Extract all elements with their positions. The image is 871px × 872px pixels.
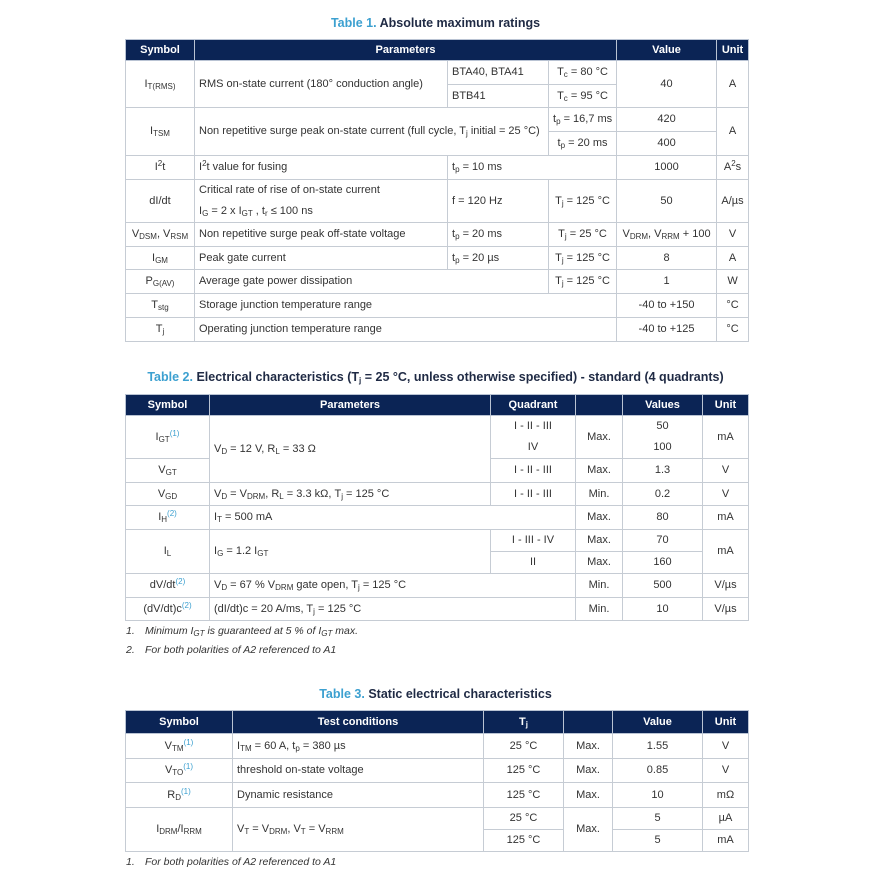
unit-cell: $A^2s$ <box>717 156 749 180</box>
symbol-cell: $T_j$ <box>126 318 195 342</box>
parameter-cell: Storage junction temperature range <box>195 294 617 318</box>
quadrant-cell: I - II - III <box>491 459 576 483</box>
header-value: Value <box>617 40 717 61</box>
unit-cell: A/µs <box>717 180 749 223</box>
minmax-cell: Max. <box>576 552 623 574</box>
quadrant-cell: II <box>491 552 576 574</box>
header-unit: Unit <box>717 40 749 61</box>
symbol-cell: (dV/dt)c$^{(2)}$ <box>126 598 210 621</box>
symbol-cell: $I_{DRM}/I_{RRM}$ <box>126 808 233 852</box>
minmax-cell: Min. <box>576 483 623 506</box>
unit-cell: V <box>703 734 749 759</box>
quadrant-cell: I - II - III <box>491 483 576 506</box>
table-row <box>126 61 749 85</box>
value-cell: 5 <box>613 808 703 830</box>
header-test-conditions: Test conditions <box>233 711 484 734</box>
condition-cell: $t_p = 10$ ms <box>448 156 617 180</box>
value-cell: 80 <box>623 506 703 530</box>
symbol-cell: $I_{GM}$ <box>126 247 195 270</box>
unit-cell: A <box>717 247 749 270</box>
parameter-cell: Average gate power dissipation <box>195 270 549 294</box>
table-row <box>126 759 749 783</box>
parameter-cell: Operating junction temperature range <box>195 318 617 342</box>
minmax-cell: Max. <box>576 506 623 530</box>
table-static-electrical-characteristics <box>125 710 749 852</box>
parameter-cell: Peak gate current <box>195 247 448 270</box>
header-symbol: Symbol <box>126 40 195 61</box>
value-cell: 10 <box>623 598 703 621</box>
minmax-cell: Max. <box>576 416 623 459</box>
unit-cell: mA <box>703 530 749 574</box>
table-row <box>126 483 749 506</box>
value-cell: 5 <box>613 830 703 852</box>
condition-cell: $T_c = 95$ °C <box>549 85 617 108</box>
symbol-cell: $P_{G(AV)}$ <box>126 270 195 294</box>
header-tj: $T_j$ <box>484 711 564 734</box>
table3-footnotes <box>126 853 336 872</box>
table1-caption: Table 1. Absolute maximum ratings <box>330 16 541 30</box>
header-minmax <box>576 395 623 416</box>
table-header-row <box>126 40 749 61</box>
minmax-cell: Max. <box>564 734 613 759</box>
symbol-cell: $T_{stg}$ <box>126 294 195 318</box>
symbol-cell: $V_{GD}$ <box>126 483 210 506</box>
condition-cell: $T_j = 125$ °C <box>549 180 617 223</box>
parameter-cell: (dI/dt)c = 20 A/ms, $T_j = 125$ °C <box>210 598 576 621</box>
parameter-cell: Critical rate of rise of on-state current $I_G = 2$ x $I_{GT}$ , $t_r \le 100$ ns <box>195 180 448 223</box>
footnote: 2. For both polarities of A2 referenced to A1 <box>126 644 337 656</box>
header-minmax <box>564 711 613 734</box>
unit-cell: mA <box>703 416 749 459</box>
footnote: 1. Minimum $I_{GT}$ is guaranteed at 5 % of $I_{GT}$ max. <box>126 625 359 638</box>
table-row <box>126 574 749 598</box>
quadrant-cell: I - III - IV <box>491 530 576 552</box>
unit-cell: V/µs <box>703 574 749 598</box>
value-cell: 1000 <box>617 156 717 180</box>
symbol-cell: $I_{TSM}$ <box>126 108 195 156</box>
table2-footnotes <box>126 622 358 660</box>
symbol-cell: $I_{GT}^{(1)}$ <box>126 416 210 459</box>
tj-cell: 125 °C <box>484 830 564 852</box>
parameter-cell: $I_G = 1.2$ $I_{GT}$ <box>210 530 491 574</box>
condition-cell: threshold on-state voltage <box>233 759 484 783</box>
minmax-cell: Min. <box>576 598 623 621</box>
table-row <box>126 156 749 180</box>
unit-cell: °C <box>717 318 749 342</box>
minmax-cell: Max. <box>564 759 613 783</box>
tj-cell: 125 °C <box>484 783 564 808</box>
unit-cell: V/µs <box>703 598 749 621</box>
value-cell: 0.85 <box>613 759 703 783</box>
table-absolute-maximum-ratings <box>125 39 749 342</box>
value-cell: 10 <box>613 783 703 808</box>
table-row <box>126 506 749 530</box>
condition-cell: $V_T = V_{DRM}$, $V_T = V_{RRM}$ <box>233 808 484 852</box>
symbol-cell: $I_L$ <box>126 530 210 574</box>
parameter-cell: $I_T = 500$ mA <box>210 506 576 530</box>
table-row <box>126 530 749 552</box>
value-cell: 70 <box>623 530 703 552</box>
symbol-cell: dI/dt <box>126 180 195 223</box>
parameter-cell: RMS on-state current (180° conduction angle) <box>195 61 448 108</box>
value-cell: -40 to +125 <box>617 318 717 342</box>
quadrant-cell: IV <box>491 438 576 459</box>
table-row <box>126 416 749 438</box>
table-row <box>126 223 749 247</box>
value-cell: $V_{DRM}$, $V_{RRM} + 100$ <box>617 223 717 247</box>
condition-cell: f = 120 Hz <box>448 180 549 223</box>
unit-cell: mA <box>703 830 749 852</box>
unit-cell: °C <box>717 294 749 318</box>
value-cell: 50 <box>623 416 703 438</box>
minmax-cell: Max. <box>576 530 623 552</box>
symbol-cell: dV/dt$^{(2)}$ <box>126 574 210 598</box>
header-quadrant: Quadrant <box>491 395 576 416</box>
minmax-cell: Max. <box>564 808 613 852</box>
parameter-cell: Non repetitive surge peak off-state voltage <box>195 223 448 247</box>
table-row <box>126 108 749 132</box>
tj-cell: 125 °C <box>484 759 564 783</box>
parameter-cell: $V_D = 12$ V, $R_L = 33$ Ω <box>210 416 491 483</box>
value-cell: 1.3 <box>623 459 703 483</box>
unit-cell: V <box>703 759 749 783</box>
condition-cell: $T_c = 80$ °C <box>549 61 617 85</box>
condition-cell: $I_{TM} = 60$ A, $t_p = 380$ µs <box>233 734 484 759</box>
value-cell: 160 <box>623 552 703 574</box>
value-cell: 40 <box>617 61 717 108</box>
table-row <box>126 808 749 830</box>
parameter-cell: $V_D = V_{DRM}$, $R_L = 3.3$ kΩ, $T_j = 125$ °C <box>210 483 491 506</box>
condition-cell: $t_p = 20$ µs <box>448 247 549 270</box>
symbol-cell: $V_{GT}$ <box>126 459 210 483</box>
value-cell: 500 <box>623 574 703 598</box>
condition-cell: $T_j = 25$ °C <box>549 223 617 247</box>
condition-cell: Dynamic resistance <box>233 783 484 808</box>
condition-cell: $t_p = 20$ ms <box>448 223 549 247</box>
condition-cell: $T_j = 125$ °C <box>549 247 617 270</box>
value-cell: 1 <box>617 270 717 294</box>
table-row <box>126 294 749 318</box>
table-row <box>126 783 749 808</box>
condition-cell: BTB41 <box>448 85 549 108</box>
header-unit: Unit <box>703 711 749 734</box>
table-row <box>126 247 749 270</box>
condition-cell: $t_p = 16,7$ ms <box>549 108 617 132</box>
symbol-cell: $R_D^{(1)}$ <box>126 783 233 808</box>
table3-caption: Table 3. Static electrical characteristics <box>319 687 552 701</box>
symbol-cell: $I^2t$ <box>126 156 195 180</box>
unit-cell: µA <box>703 808 749 830</box>
quadrant-cell: I - II - III <box>491 416 576 438</box>
header-unit: Unit <box>703 395 749 416</box>
parameter-cell: $I^2t$ value for fusing <box>195 156 448 180</box>
table2-caption: Table 2. Electrical characteristics ($T_j = 25$ °C, unless otherwise specified) - standard (4 quadrants) <box>147 370 724 385</box>
value-cell: 8 <box>617 247 717 270</box>
header-values: Values <box>623 395 703 416</box>
table-header-row <box>126 711 749 734</box>
header-symbol: Symbol <box>126 711 233 734</box>
condition-cell: BTA40, BTA41 <box>448 61 549 85</box>
header-value: Value <box>613 711 703 734</box>
unit-cell: mA <box>703 506 749 530</box>
symbol-cell: $I_{T(RMS)}$ <box>126 61 195 108</box>
table-electrical-characteristics <box>125 394 749 621</box>
unit-cell: V <box>703 459 749 483</box>
parameter-cell: $V_D = 67$ % $V_{DRM}$ gate open, $T_j = 125$ °C <box>210 574 576 598</box>
condition-cell: $T_j = 125$ °C <box>549 270 617 294</box>
table-row <box>126 318 749 342</box>
unit-cell: mΩ <box>703 783 749 808</box>
symbol-cell: $V_{TO}^{(1)}$ <box>126 759 233 783</box>
value-cell: -40 to +150 <box>617 294 717 318</box>
parameter-cell: Non repetitive surge peak on-state current (full cycle, $T_j$ initial = 25 °C) <box>195 108 549 156</box>
value-cell: 400 <box>617 132 717 156</box>
value-cell: 50 <box>617 180 717 223</box>
unit-cell: V <box>703 483 749 506</box>
table-row <box>126 180 749 223</box>
minmax-cell: Max. <box>564 783 613 808</box>
unit-cell: A <box>717 61 749 108</box>
value-cell: 1.55 <box>613 734 703 759</box>
table-row <box>126 734 749 759</box>
unit-cell: V <box>717 223 749 247</box>
footnote: 1. For both polarities of A2 referenced to A1 <box>126 856 337 868</box>
header-parameters: Parameters <box>210 395 491 416</box>
value-cell: 100 <box>623 438 703 459</box>
symbol-cell: $I_H^{(2)}$ <box>126 506 210 530</box>
tj-cell: 25 °C <box>484 734 564 759</box>
table-row <box>126 598 749 621</box>
condition-cell: $t_p = 20$ ms <box>549 132 617 156</box>
header-parameters: Parameters <box>195 40 617 61</box>
value-cell: 0.2 <box>623 483 703 506</box>
minmax-cell: Min. <box>576 574 623 598</box>
table-header-row <box>126 395 749 416</box>
table-row <box>126 270 749 294</box>
minmax-cell: Max. <box>576 459 623 483</box>
unit-cell: W <box>717 270 749 294</box>
tj-cell: 25 °C <box>484 808 564 830</box>
value-cell: 420 <box>617 108 717 132</box>
symbol-cell: $V_{TM}^{(1)}$ <box>126 734 233 759</box>
unit-cell: A <box>717 108 749 156</box>
header-symbol: Symbol <box>126 395 210 416</box>
symbol-cell: $V_{DSM}$, $V_{RSM}$ <box>126 223 195 247</box>
